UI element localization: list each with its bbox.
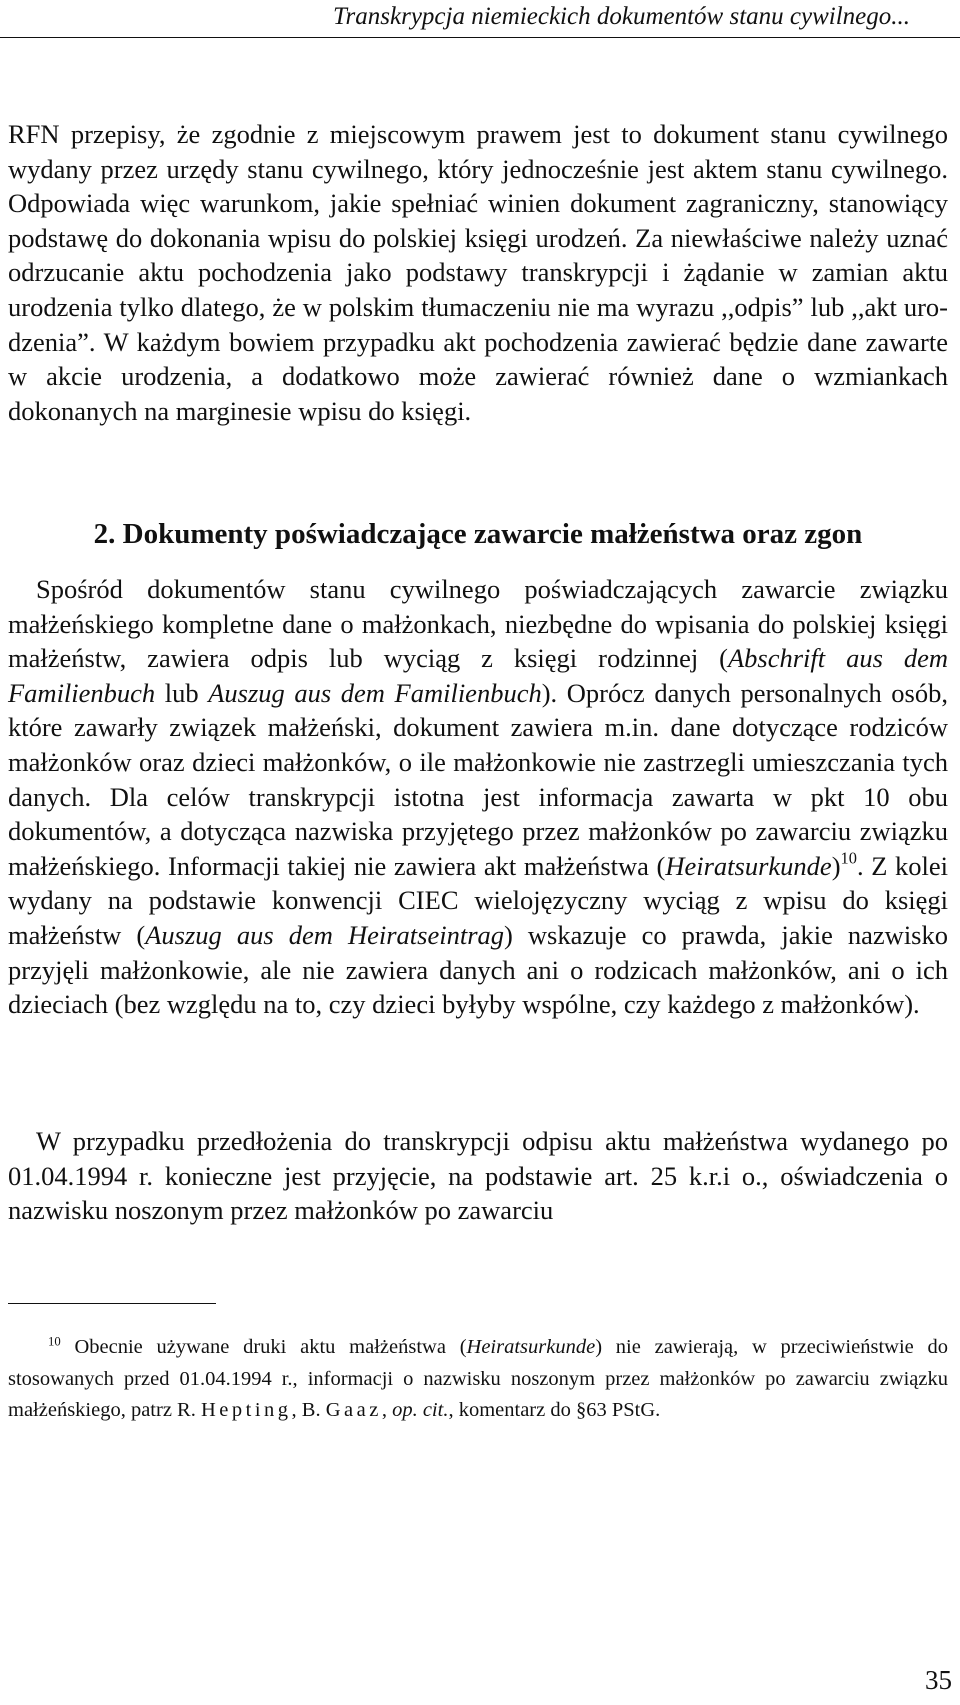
footnote-number: 10 bbox=[48, 1334, 61, 1349]
footnote-author-1: Hepting bbox=[200, 1399, 292, 1421]
paragraph-2-text-4: ) bbox=[831, 850, 841, 881]
footnote-text-2: ) nie zawierają, w przeciwieństwie do stosowanych przed 01.04.1994 r., informacji o nazwisku noszonym przez małżonków po zawarciu związku małżeńskiego, patrz R. bbox=[8, 1336, 948, 1421]
page-number: 35 bbox=[925, 1665, 952, 1695]
paragraph-2-text-3: ). Oprócz danych personalnych osób, które zawarły związek małżeński, dokument zawiera m.in. dane dotyczące rodziców małżonków oraz dzieci małżonków, o ile małżonkowie nie zastrzegli umieszczania tych danych. Dla celów transkrypcji istotna jest informacja zawarta w pkt 10 obu dokumentów, a dotycząca nazwiska przyjętego przez małżonków po zawarciu związku małżeńskiego. Informacji takiej nie zawiera akt małżeństwa ( bbox=[8, 677, 948, 881]
section-heading: 2. Dokumenty poświadczające zawarcie małżeństwa oraz zgon bbox=[93, 518, 863, 550]
footnote-text-4: , bbox=[381, 1399, 393, 1421]
footnote-author-2: Gaaz bbox=[325, 1399, 382, 1421]
footnote bbox=[8, 1332, 948, 1427]
footnote-italic-1: Heiratsurkunde bbox=[466, 1336, 596, 1358]
footnote-italic-2: op. cit. bbox=[392, 1399, 449, 1421]
running-title: Transkrypcja niemieckich dokumentów stanu cywilnego... bbox=[333, 3, 910, 30]
paragraph-2-text-5: . Z kolei wydany na podstawie konwencji CIEC wielojęzyczny wyciąg z wpisu do księgi małżeństw ( bbox=[8, 850, 948, 950]
paragraph-2-text-1: Spośród dokumentów stanu cywilnego poświadczających zawarcie związku małżeńskiego kompletne dane o małżonkach, niezbędne do wpisania do polskiej księgi małżeństw, zawiera odpis lub wyciąg z księgi rodzinnej ( bbox=[8, 574, 948, 674]
footnote-text-5: , komentarz do §63 PStG. bbox=[448, 1399, 661, 1421]
paragraph-2 bbox=[8, 572, 948, 1022]
footnote-text-1: Obecnie używane druki aktu małżeństwa ( bbox=[60, 1336, 467, 1358]
running-header bbox=[0, 0, 960, 38]
paragraph-2-italic-1: Abschrift aus dem Familienbuch bbox=[8, 643, 949, 708]
footnote-text-3: , B. bbox=[291, 1399, 326, 1421]
paragraph-3-text: W przypadku przedłożenia do transkrypcji odpisu aktu małżeństwa wydanego po 01.04.1994 r. konieczne jest przyjęcie, na podstawie art. 25 k.r.i o., oświadczenia o nazwisku noszonym przez małżonków po zawarciu bbox=[8, 1126, 948, 1226]
paragraph-2-italic-4: Auszug aus dem Heiratseintrag bbox=[145, 919, 505, 950]
paragraph-2-italic-2: Auszug aus dem Familienbuch bbox=[208, 677, 542, 708]
paragraph-3 bbox=[8, 1124, 948, 1228]
footnote-reference[interactable]: 10 bbox=[840, 848, 857, 868]
footnote-divider bbox=[8, 1303, 216, 1304]
paragraph-1-text: RFN przepisy, że zgodnie z miejscowym prawem jest to dokument stanu cywilnego wydany przez urzędy stanu cywilnego, który jednocześnie jest aktem stanu cywilnego. Odpowiada więc warunkom, jakie spełniać winien dokument zagraniczny, stanowiący podstawę do dokonania wpisu do polskiej księgi urodzeń. Za niewłaściwe należy uznać odrzucanie aktu pochodzenia jako podstawy transkrypcji i żądanie w zamian aktu urodzenia tylko dlatego, że w polskim tłumaczeniu nie ma wyrazu ,,odpis” lub ,,akt urodzenia”. W każdym bowiem przypadku akt pochodzenia zawierać będzie dane zawarte w akcie urodzenia, a dodatkowo może zawierać również dane o wzmiankach dokonanych na marginesie wpisu do księgi. bbox=[8, 119, 948, 426]
paragraph-2-italic-3: Heiratsurkunde bbox=[665, 850, 832, 881]
paragraph-2-text-2: lub bbox=[155, 677, 209, 708]
paragraph-1 bbox=[8, 117, 948, 428]
paragraph-2-text-6: ) wskazuje co prawda, jakie nazwisko przyjęli małżonkowie, ale nie zawiera danych ani o rodzicach małżonków, ani o ich dzieciach (bez względu na to, czy dzieci byłyby wspólne, czy każdego z małżonków). bbox=[8, 919, 948, 1020]
